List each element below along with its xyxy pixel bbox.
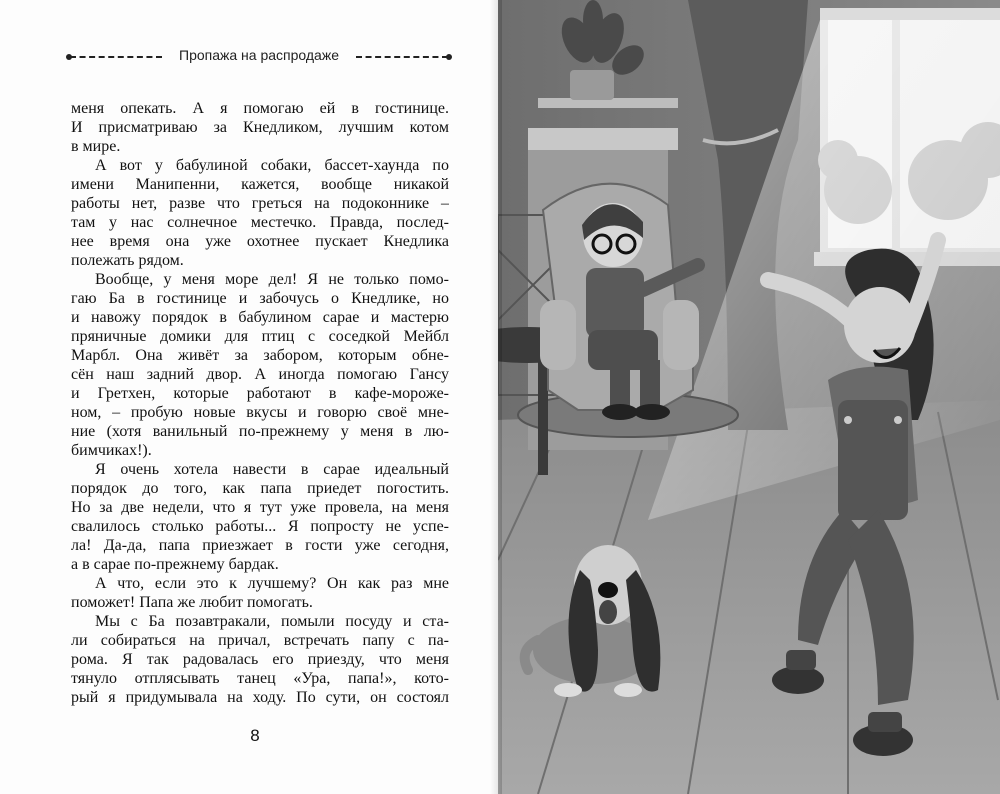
text-line: полежать рядом. (71, 252, 184, 269)
text-line: Я очень хотела навести в сарае идеальный (95, 461, 449, 478)
text-line: А вот у бабулиной собаки, бассет-хаунда по (95, 157, 449, 174)
text-line: поможет! Папа же любит помогать. (71, 594, 313, 611)
text-line: в мире. (71, 138, 121, 155)
text-line: гаю Ба в гостинице и забочусь о Кнедлике, но (71, 290, 449, 307)
running-head-dot-left (66, 54, 72, 60)
plant-pot (570, 70, 614, 100)
text-line: Вообще, у меня море дел! Я не только помо- (95, 271, 449, 288)
text-line: работы нет, разве что греться на подоконнике – (71, 195, 449, 212)
running-head-dot-right (446, 54, 452, 60)
text-line: свалилось столько работы... Я попросту не успе- (71, 518, 449, 535)
side-table-leg (538, 355, 548, 475)
text-line: и Гретхен, которые работают в кафе-мороже- (71, 385, 449, 402)
fireplace-mantel (528, 128, 678, 150)
text-line: ние (хотя ванильный по-прежнему у меня в лю- (71, 423, 449, 440)
text-line: там у нас солнечное местечко. Правда, послед- (71, 214, 449, 231)
text-line: и навожу порядок в бабулином сарае и мастерю (71, 309, 449, 326)
text-line: имени Манипенни, кажется, вообще никакой (71, 176, 449, 193)
text-line: ном, – пробую новые вкусы и говорю своё мне- (71, 404, 449, 421)
illustration-room-scene (498, 0, 1000, 794)
page-number: 8 (250, 726, 260, 745)
body-text (71, 99, 449, 707)
text-line: А что, если это к лучшему? Он как раз мне (95, 575, 449, 592)
page-gutter-shadow (490, 0, 502, 794)
text-line: а в сарае по-прежнему бардак. (71, 556, 279, 573)
left-page (0, 0, 498, 794)
text-line: сён наш задний двор. А иногда помогаю Гансу (71, 366, 449, 383)
running-head-rule-left (70, 56, 162, 58)
armchair-arm-left (540, 300, 576, 370)
running-head-title: Пропажа на распродаже (179, 47, 339, 63)
text-line: Мы с Ба позавтракали, помыли посуду и ста- (95, 613, 449, 630)
text-line: порядок до того, как папа приедет погостить. (71, 480, 449, 497)
text-line: Марбл. Она живёт за забором, которым обне- (71, 347, 449, 364)
right-page-illustration (498, 0, 1000, 794)
running-head-rule-right (356, 56, 448, 58)
text-line: тянуло отплясывать танец «Ура, папа!», кото- (71, 670, 449, 687)
text-line: бимчиках!). (71, 442, 152, 459)
text-line: И присматриваю за Кнедликом, лучшим котом (71, 119, 449, 136)
text-line: Но за две недели, что я тут уже провела, на меня (71, 499, 449, 516)
text-line: ли собираться на причал, встречать папу с па- (71, 632, 449, 649)
text-line: меня опекать. А я помогаю ей в гостинице. (71, 100, 449, 117)
running-head (70, 46, 448, 66)
armchair-arm-right (663, 300, 699, 370)
text-line: рома. Я так радовалась его приезду, что меня (71, 651, 449, 668)
text-line: нее время она уже охотнее пускает Кнедлика (71, 233, 449, 250)
text-line: пряничные домики для птиц с соседкой Мейбл (71, 328, 449, 345)
text-line: ла! Да-да, папа приезжает в гости уже сегодня, (71, 537, 449, 554)
text-line: рый я придумывала на ходу. По сути, он состоял (71, 689, 449, 706)
